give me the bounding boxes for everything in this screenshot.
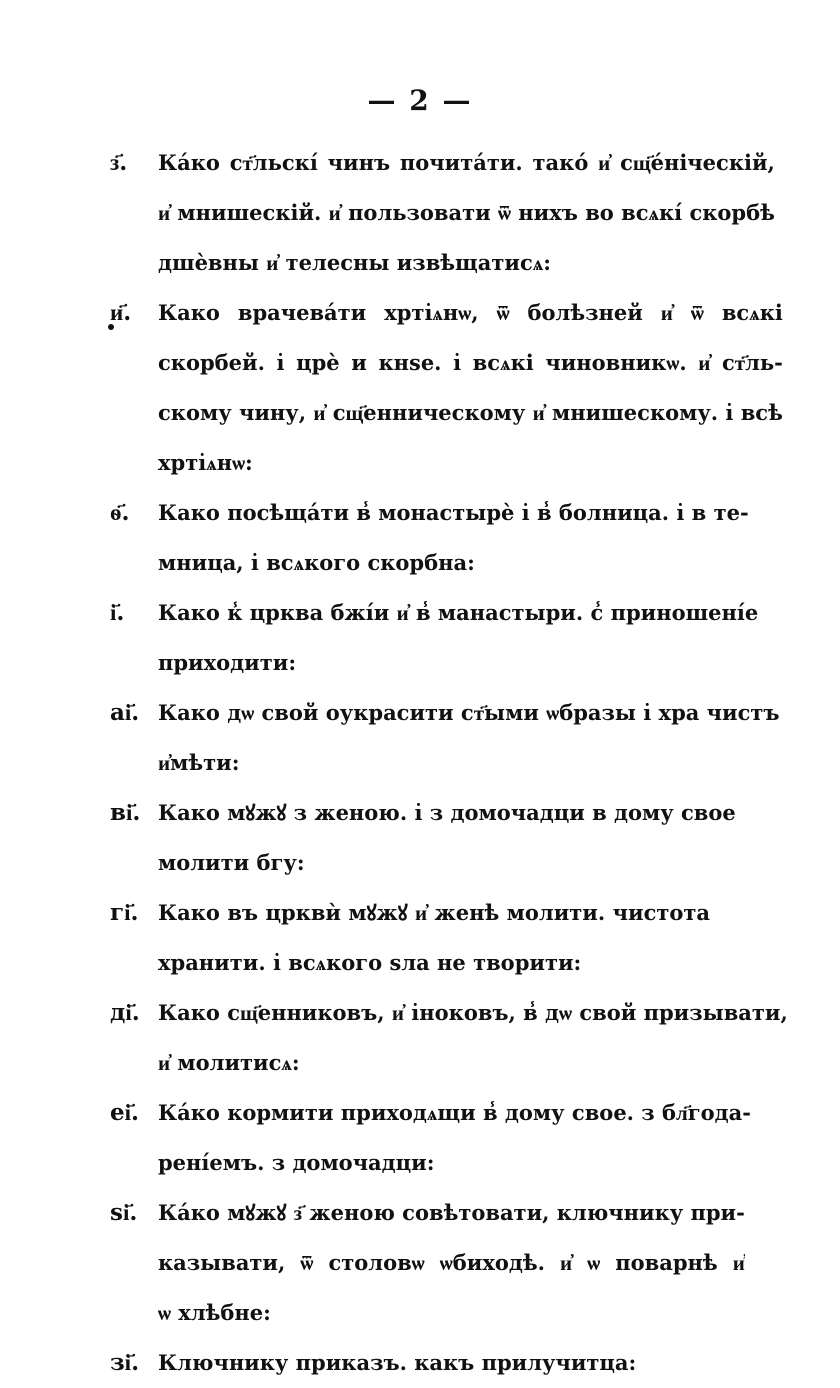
entry-numeral: еі҃. [110, 1099, 140, 1126]
entry-text [158, 888, 710, 988]
contents-entry [110, 1088, 751, 1188]
page-number: — 2 — [367, 84, 473, 117]
contents-entry [110, 988, 788, 1088]
entry-line: хранити. і̇ всѧкого ѕла не творити: [158, 950, 582, 975]
entry-numeral: і҃. [110, 599, 125, 626]
contents-entry [110, 888, 710, 988]
contents-entry [110, 1188, 745, 1338]
entry-line: Ключнику приказъ. какъ прилучитца: [158, 1350, 637, 1375]
contents-entry [110, 688, 780, 788]
entry-line: Како въ црквѝ мꙋжꙋ и҆ женѣ молити. чистота [158, 900, 710, 925]
entry-line: Како мꙋжꙋ з женою. і̇ з домочадци в дому свое [158, 800, 736, 825]
entry-line: и҆ молитисѧ: [158, 1050, 300, 1075]
entry-text [158, 488, 749, 588]
entry-numeral: и҃. [110, 299, 132, 326]
entry-line: Како к̾ црква бжі́и и҆ в̾ манастыри. с̾ приношені́е [158, 600, 759, 625]
entry-line: мница, і̇ всѧкого скорбна: [158, 550, 475, 575]
entry-text [158, 1338, 710, 1388]
entry-numeral: ѳ҃. [110, 499, 130, 526]
entry-line: приходити: [158, 650, 297, 675]
entry-line: Ка́ко мꙋжꙋ з҃ женою совѣтовати, ключнику при- [158, 1200, 745, 1225]
entry-line: Ка́ко кормити приходѧщи в̾ дому свое. з бл҃года- [158, 1100, 751, 1125]
entry-numeral: з҃. [110, 149, 128, 176]
table-of-contents [110, 138, 788, 1388]
entry-line: рені́емъ. з домочадци: [158, 1150, 435, 1175]
entry-line: Како дѡ свой оукрасити ст҃ыми ѡбразы і̇ хра чистъ [158, 700, 780, 725]
entry-numeral: ѕі҃. [110, 1199, 138, 1226]
entry-line: казывати, ѿ столовѡ ѡбиходѣ. и҆ ѡ поварнѣ и҆ [158, 1250, 745, 1275]
entry-line: и҆мѣти: [158, 750, 240, 775]
entry-text [158, 788, 736, 888]
contents-entry [110, 1338, 710, 1388]
entry-numeral: гі҃. [110, 899, 139, 926]
entry-text [158, 1088, 751, 1188]
entry-line: хрті̇ѧнѡ: [158, 450, 253, 475]
contents-entry [110, 288, 783, 488]
entry-line: молити бгу: [158, 850, 305, 875]
entry-line: Како врачева́ти хрті̇ѧнѡ, ѿ болѣзней и҆ ѿ всѧкі [158, 300, 783, 325]
contents-entry [110, 138, 775, 288]
entry-line: скому чину, и҆ сщ҃енническому и҆ мнишескому. і̇ всѣ [158, 400, 783, 425]
contents-entry [110, 788, 736, 888]
contents-entry [110, 488, 749, 588]
entry-text [158, 138, 775, 288]
entry-numeral: ді҃. [110, 999, 140, 1026]
entry-line: Како посѣща́ти в̾ монастырѐ і̇ в̾ болница. і̇ в те- [158, 500, 749, 525]
entry-line: дшѐвны и҆ телесны извѣщатисѧ: [158, 250, 552, 275]
entry-line: ѡ хлѣбне: [158, 1300, 271, 1325]
entry-line: скорбей. і̇ црѐ и кнѕе. і̇ всѧкі чиновникѡ. и҆ ст҃ль- [158, 350, 783, 375]
entry-numeral: зі҃. [110, 1349, 140, 1376]
entry-text [158, 988, 788, 1088]
entry-line: и҆ мнишескій. и҆ пользовати ѿ нихъ во всѧкі́ скорбѣ [158, 200, 775, 225]
contents-entry [110, 588, 759, 688]
entry-text [158, 688, 780, 788]
entry-text [158, 288, 783, 488]
entry-text [158, 1188, 745, 1338]
entry-line: Ка́ко ст҃льскі́ чинъ почита́ти. тако́ и҆ сщ҃е́ніческій, [158, 150, 775, 175]
entry-line: Како сщ҃енниковъ, и҆ і̇ноковъ, в̾ дѡ свой призывати, [158, 1000, 788, 1025]
entry-numeral: ві҃. [110, 799, 141, 826]
entry-text [158, 588, 758, 688]
entry-numeral: аі҃. [110, 699, 140, 726]
